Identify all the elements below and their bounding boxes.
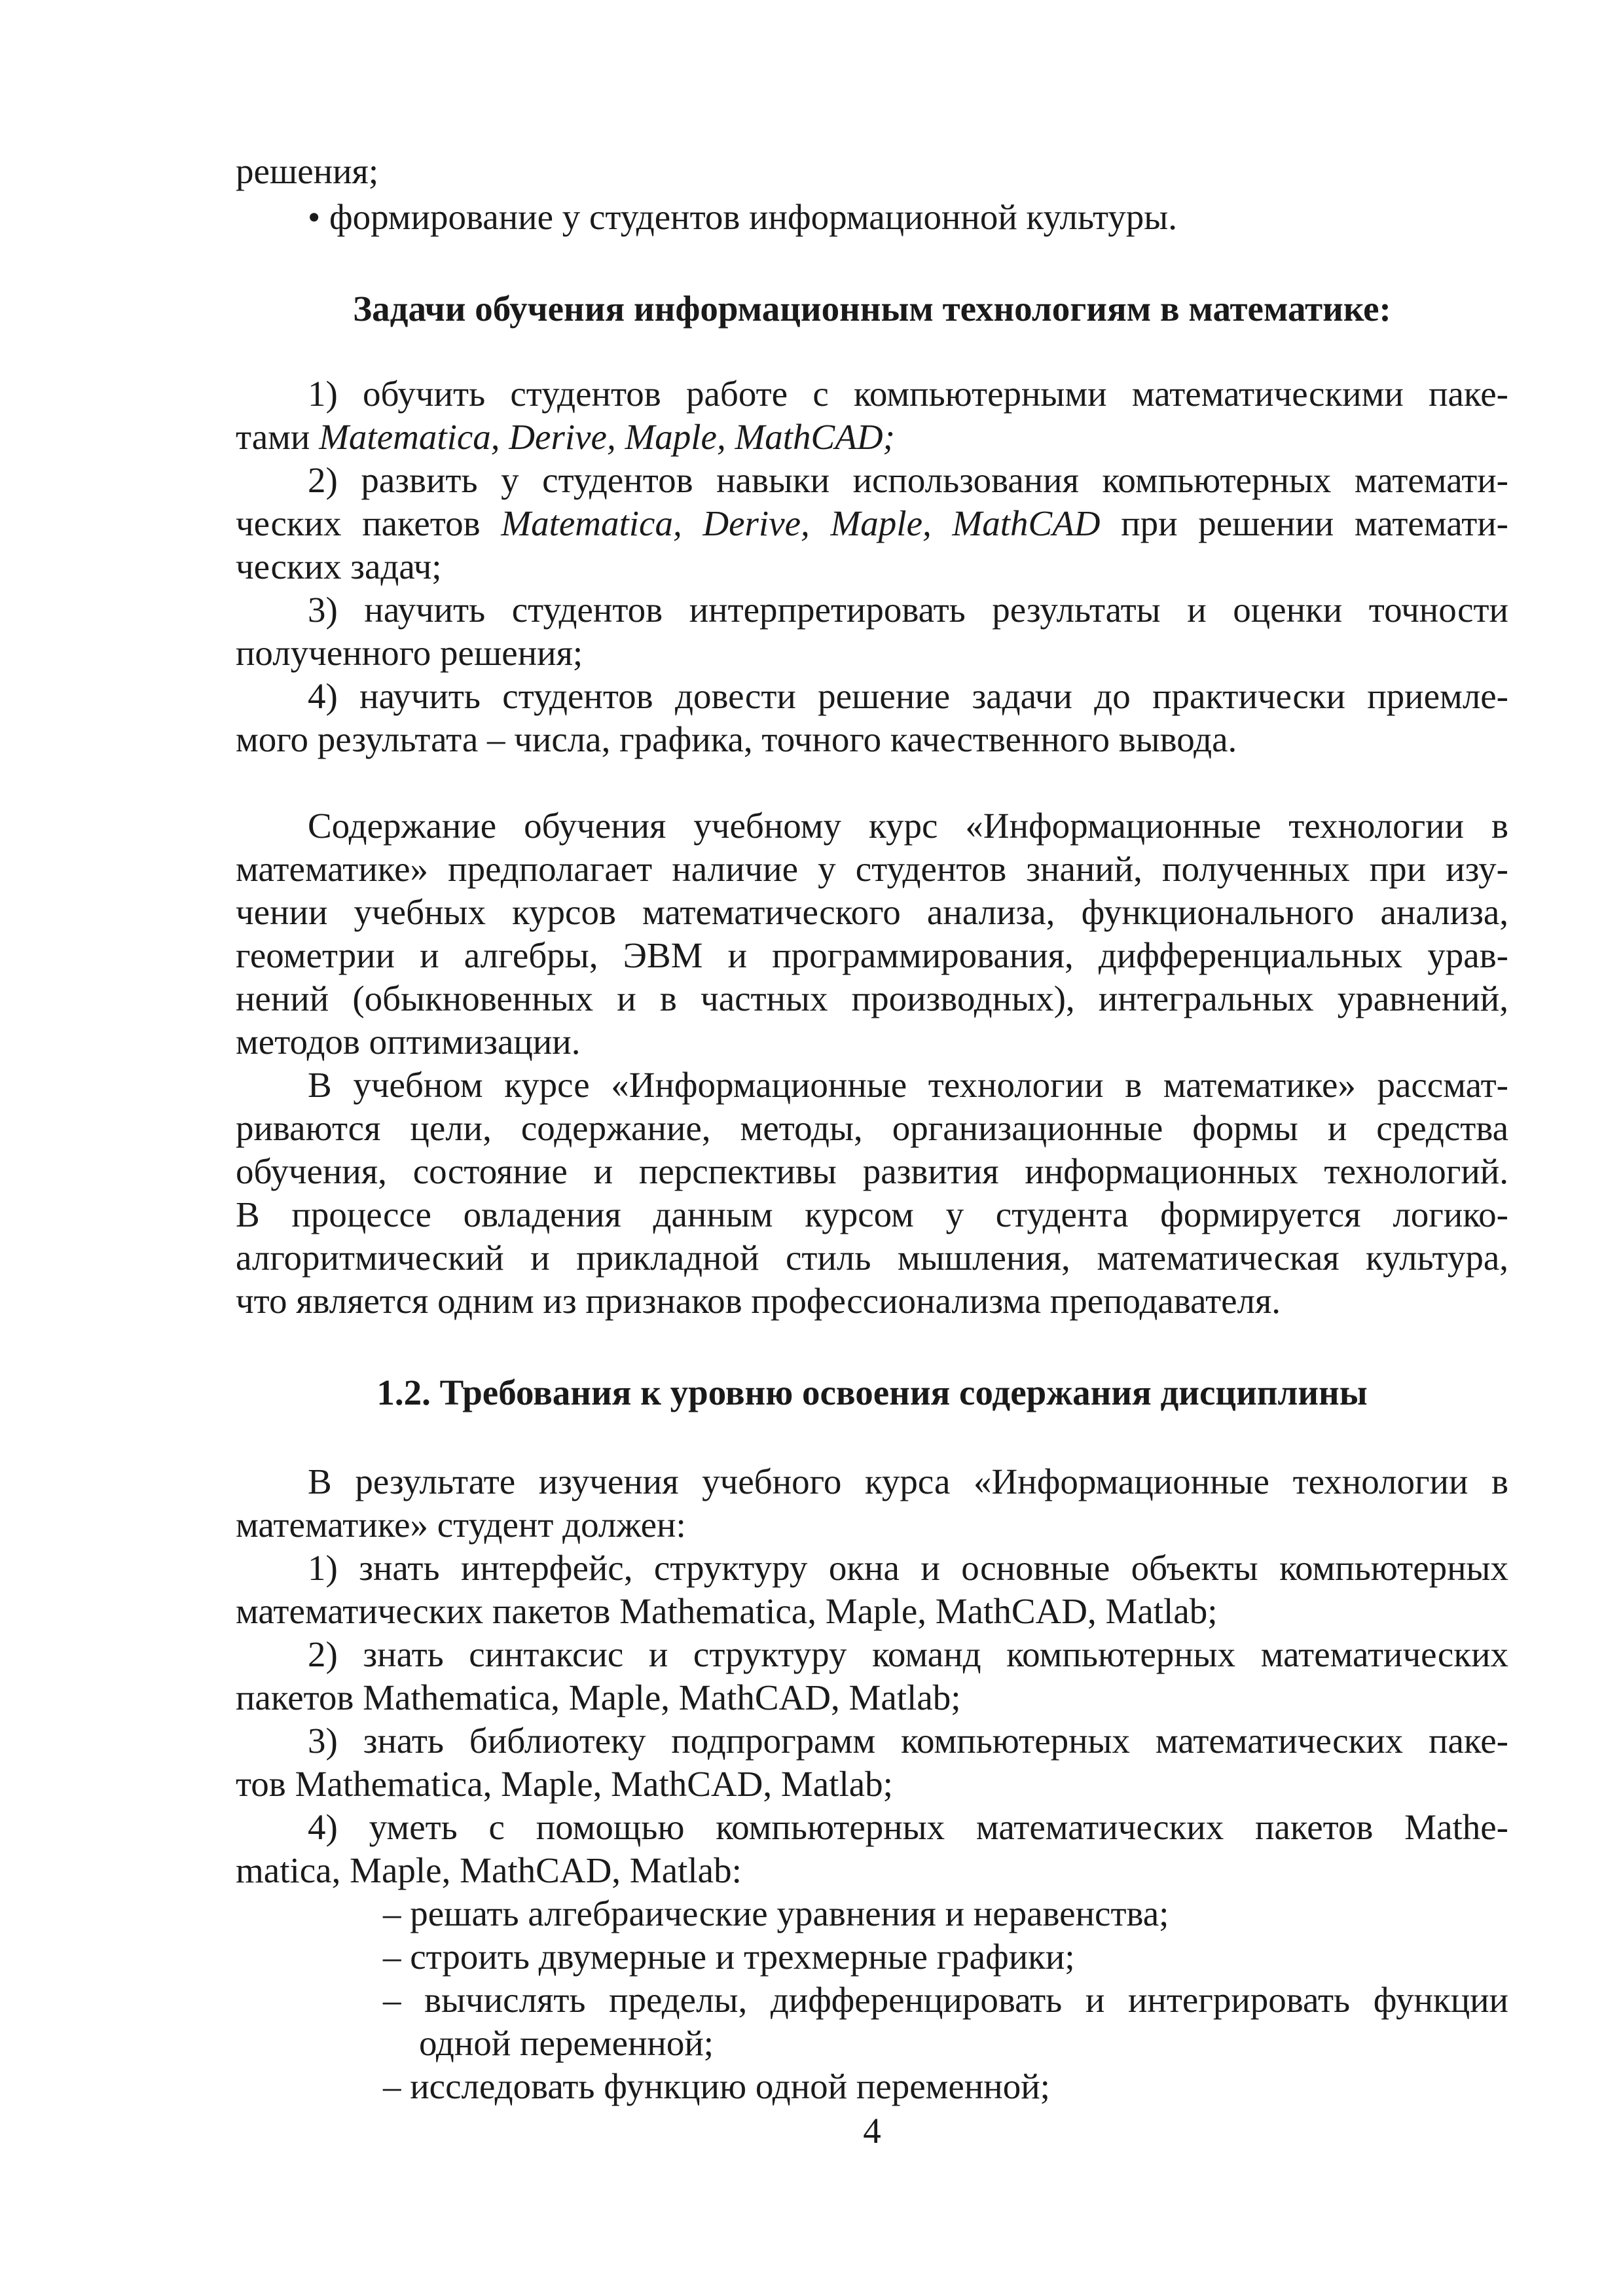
req-3-line-2: тов Mathematica, Maple, MathCAD, Matlab; — [236, 1764, 893, 1804]
content-par-line-6: методов оптимизации. — [236, 1022, 581, 1062]
section-intro-line-1: В результате изучения учебного курса «Информационные технологии в — [308, 1462, 1508, 1501]
content-par-line-3: чении учебных курсов математического анализа, функционального анализа, — [236, 892, 1508, 932]
section-heading: 1.2. Требования к уровню освоения содержания дисциплины — [376, 1372, 1368, 1412]
req-4-dash-2: – строить двумерные и трехмерные графики; — [383, 1937, 1075, 1977]
content-par-line-2: математике» предполагает наличие у студентов знаний, полученных при изу- — [236, 849, 1508, 889]
task-1-line-1: 1) обучить студентов работе с компьютерными математическими паке- — [308, 374, 1508, 414]
task-2-text-a: ческих пакетов — [236, 503, 501, 543]
content-par-line-4: геометрии и алгебры, ЭВМ и программирования, дифференциальных урав- — [236, 935, 1508, 975]
req-2-line-2: пакетов Mathematica, Maple, MathCAD, Matlab; — [236, 1677, 961, 1717]
req-1-line-2: математических пакетов Mathematica, Maple, MathCAD, Matlab; — [236, 1591, 1218, 1631]
req-4-dash-3-line-2: одной переменной; — [419, 2023, 714, 2063]
tasks-heading: Задачи обучения информационным технологиям в математике: — [353, 289, 1391, 329]
req-2-line-1: 2) знать синтаксис и структуру команд компьютерных математических — [308, 1634, 1508, 1674]
course-par-line-2: риваются цели, содержание, методы, организационные формы и средства — [236, 1108, 1508, 1148]
course-par-line-1: В учебном курсе «Информационные технологии в математике» рассмат- — [308, 1065, 1508, 1105]
req-3-line-1: 3) знать библиотеку подпрограмм компьютерных математических паке- — [308, 1721, 1508, 1761]
course-par-line-5: алгоритмический и прикладной стиль мышления, математическая культура, — [236, 1238, 1508, 1278]
page-number: 4 — [863, 2111, 881, 2151]
course-par-line-4: В процессе овладения данным курсом у студента формируется логико- — [236, 1194, 1508, 1234]
task-2-packages: Matematica, Derive, Maple, MathCAD — [501, 503, 1101, 543]
task-2-line-1: 2) развить у студентов навыки использования компьютерных математи- — [308, 460, 1508, 500]
task-2-line-2 — [236, 501, 1508, 545]
task-1-packages: Matematica, Derive, Maple, MathCAD; — [319, 417, 895, 457]
task-3-line-1: 3) научить студентов интерпретировать результаты и оценки точности — [308, 590, 1508, 630]
req-4-dash-3-line-1: – вычислять пределы, дифференцировать и интегрировать функции — [383, 1980, 1508, 2020]
task-4-line-1: 4) научить студентов довести решение задачи до практически приемле- — [308, 676, 1508, 716]
course-par-line-6: что является одним из признаков профессионализма преподавателя. — [236, 1281, 1281, 1321]
task-2-line-3: ческих задач; — [236, 547, 442, 586]
req-4-dash-4: – исследовать функцию одной переменной; — [383, 2066, 1050, 2106]
document-page — [236, 0, 1508, 2296]
task-1-text: тами — [236, 417, 319, 457]
content-par-line-5: нений (обыкновенных и в частных производных), интегральных уравнений, — [236, 978, 1508, 1018]
req-4-line-2: matica, Maple, MathCAD, Matlab: — [236, 1850, 742, 1890]
task-4-line-2: мого результата – числа, графика, точного качественного вывода. — [236, 719, 1237, 759]
bullet-line: • формирование у студентов информационной культуры. — [308, 197, 1178, 237]
req-4-dash-1: – решать алгебраические уравнения и неравенства; — [383, 1893, 1169, 1933]
text-line: решения; — [236, 151, 379, 191]
task-1-line-2 — [236, 415, 1508, 459]
content-par-line-1: Содержание обучения учебному курс «Информационные технологии в — [308, 806, 1508, 846]
task-3-line-2: полученного решения; — [236, 633, 583, 673]
req-1-line-1: 1) знать интерфейс, структуру окна и основные объекты компьютерных — [308, 1548, 1508, 1588]
section-intro-line-2: математике» студент должен: — [236, 1505, 686, 1545]
task-2-text-b: при решении математи- — [1100, 503, 1508, 543]
req-4-line-1: 4) уметь с помощью компьютерных математических пакетов Mathe- — [308, 1807, 1508, 1847]
course-par-line-3: обучения, состояние и перспективы развития информационных технологий. — [236, 1151, 1508, 1191]
